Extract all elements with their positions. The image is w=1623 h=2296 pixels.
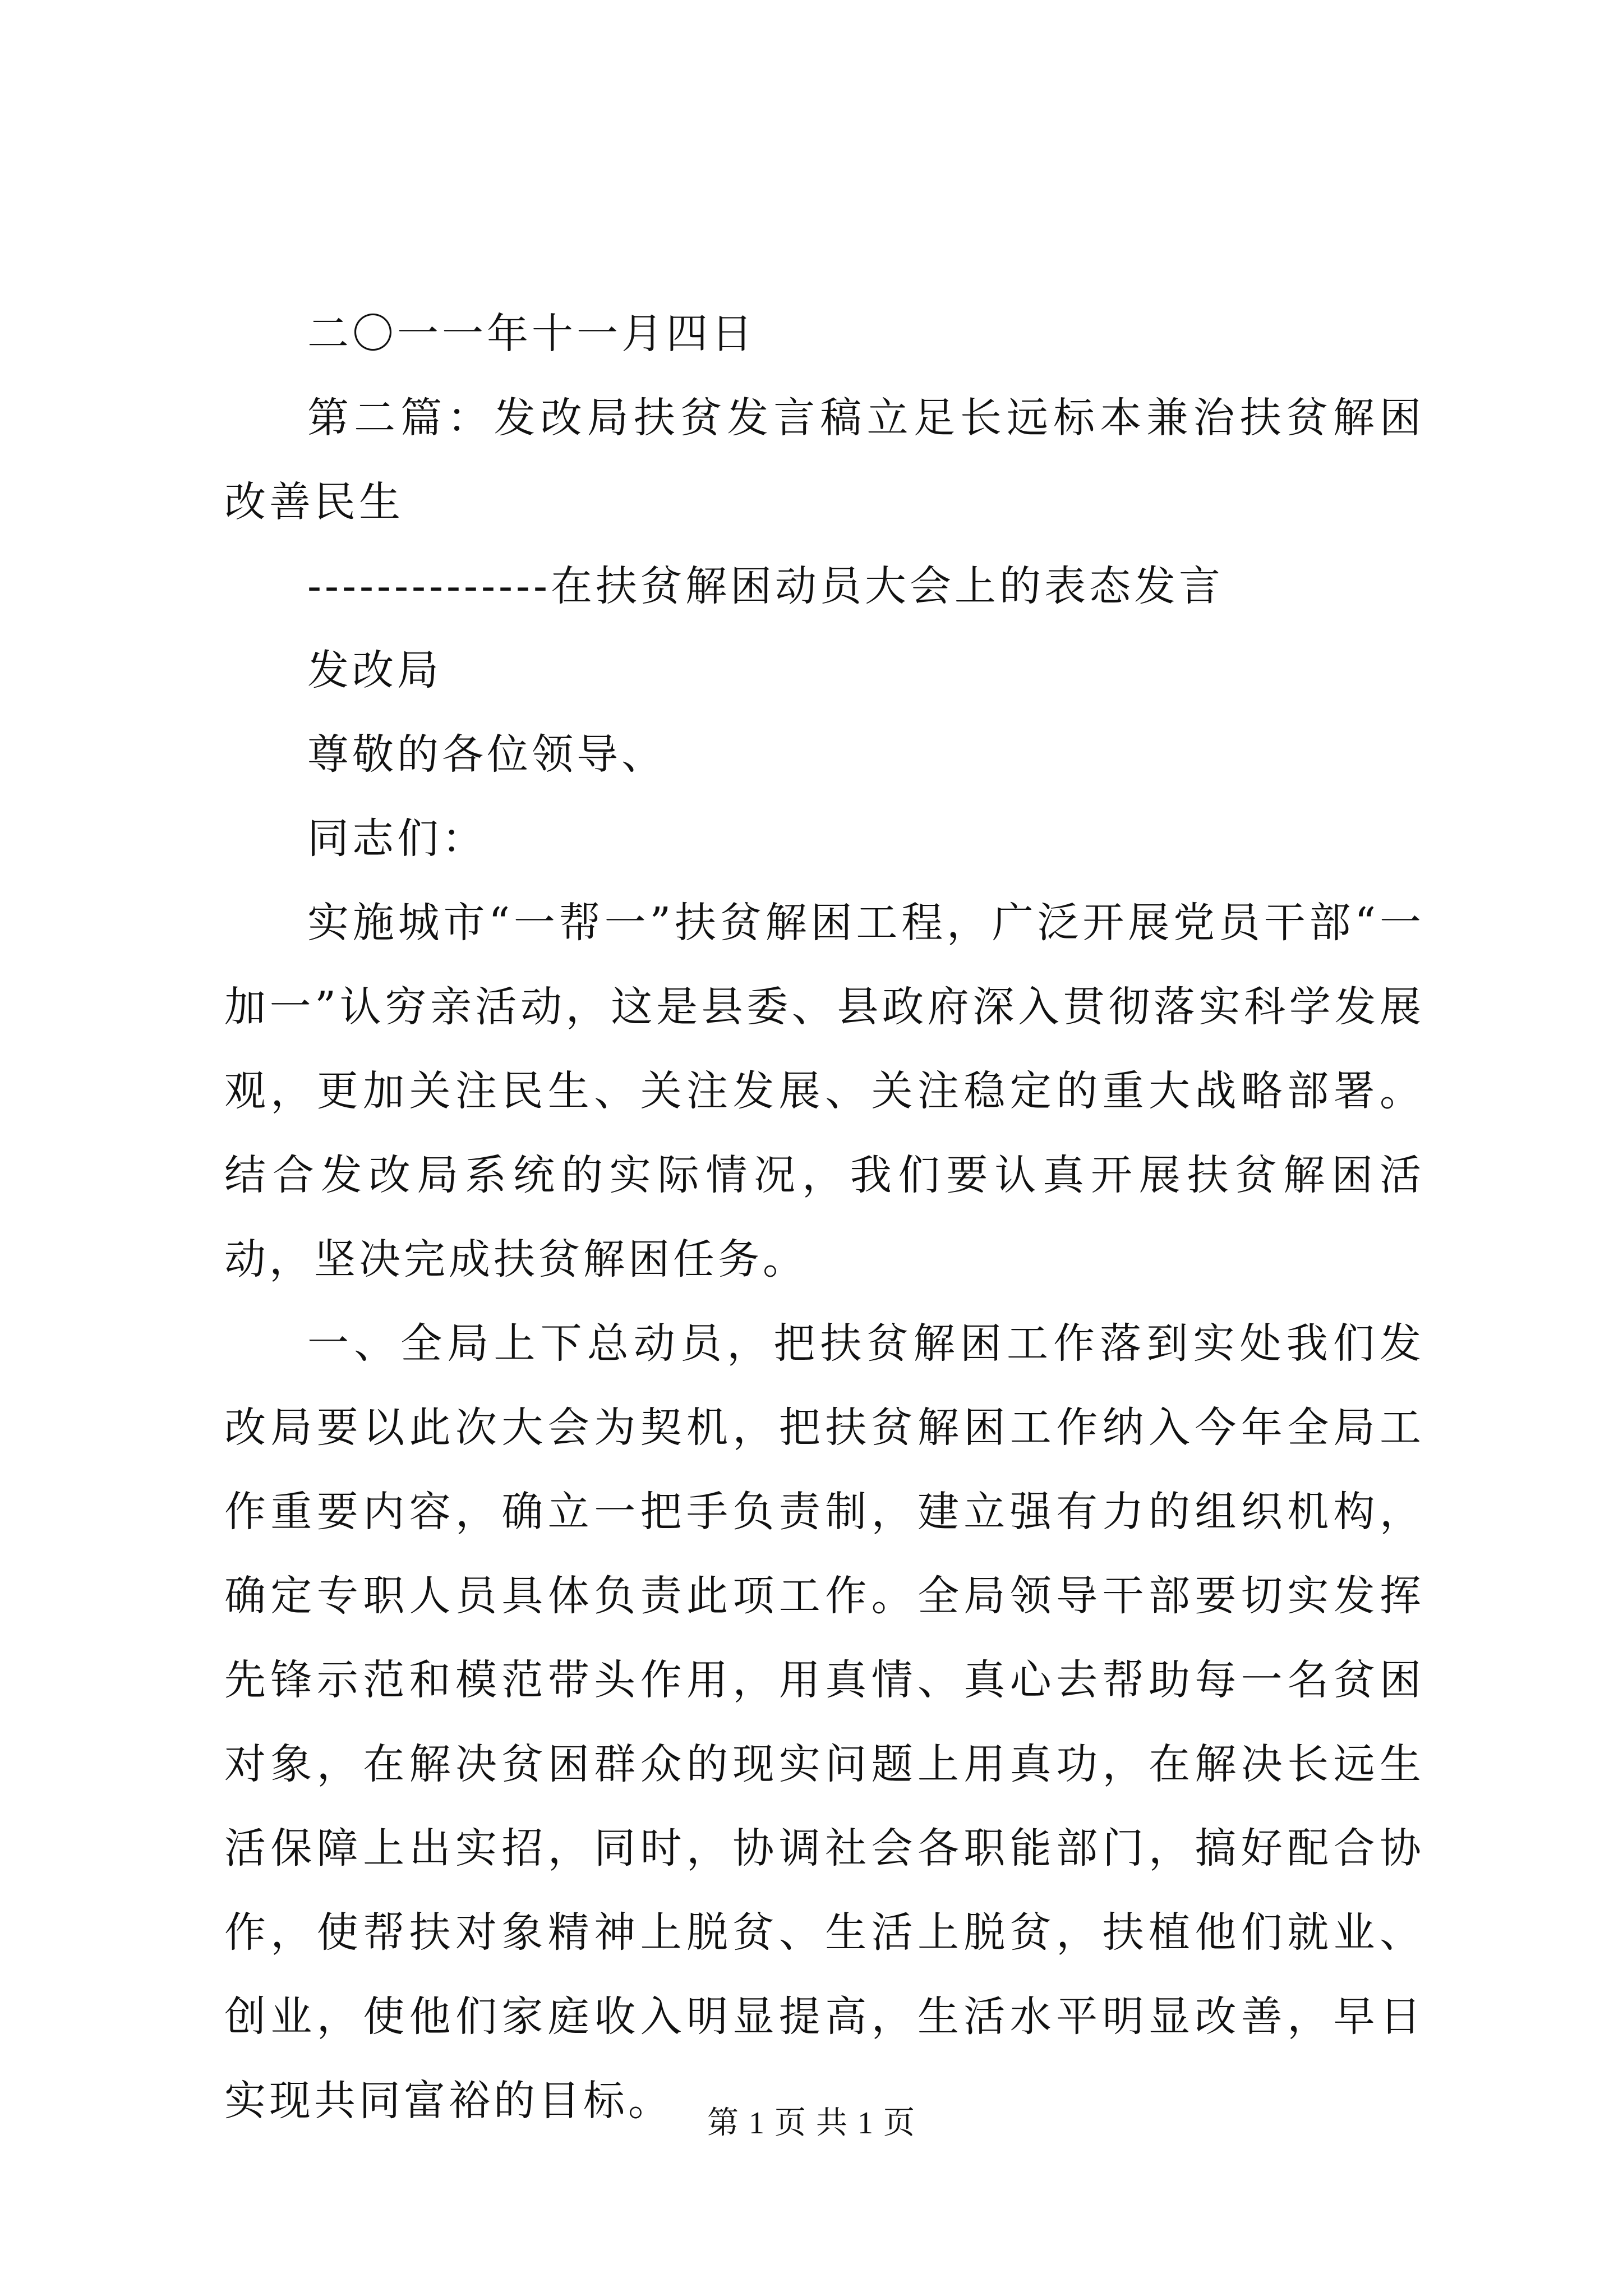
document-author: 发改局 (307, 646, 442, 694)
body-paragraph-2: 一、全局上下总动员，把扶贫解困工作落到实处我们发改局要以此次大会为契机，把扶贫解困工作纳入今年全局工作重要内容，确立一把手负责制，建立强有力的组织机构，确定专职人员具体负责此项工作。全局领导干部要切实发挥先锋示范和模范带头作用，用真情、真心去帮助每一名贫困对象，在解决贫困群众的现实问题上用真功，在解决长远生活保障上出实招，同时，协调社会各职能部门，搞好配合协作，使帮扶对象精神上脱贫、生活上脱贫，扶植他们就业、创业，使他们家庭收入明显提高，生活水平明显改善，早日实现共同富裕的目标。 (224, 1319, 1424, 2125)
body-paragraph-1: 实施城市“一帮一”扶贫解困工程，广泛开展党员干部“一加一”认穷亲活动，这是县委、县政府深入贯彻落实科学发展观，更加关注民生、关注发展、关注稳定的重大战略部署。结合发改局系统的实际情况，我们要认真开展扶贫解困活动，坚决完成扶贫解困任务。 (224, 899, 1424, 1283)
page-footer (0, 2101, 1623, 2146)
document-body (224, 292, 1424, 2143)
document-subtitle: --------------在扶贫解困动员大会上的表态发言 (307, 562, 1224, 610)
document-date: 二〇一一年十一月四日 (307, 310, 756, 358)
document-title: 第二篇：发改局扶贫发言稿立足长远标本兼治扶贫解困改善民生 (224, 394, 1424, 526)
salutation-line-1: 尊敬的各位领导、 (307, 730, 666, 779)
page-number-label: 第 1 页 共 1 页 (707, 2106, 916, 2141)
salutation-line-2: 同志们： (307, 815, 487, 863)
